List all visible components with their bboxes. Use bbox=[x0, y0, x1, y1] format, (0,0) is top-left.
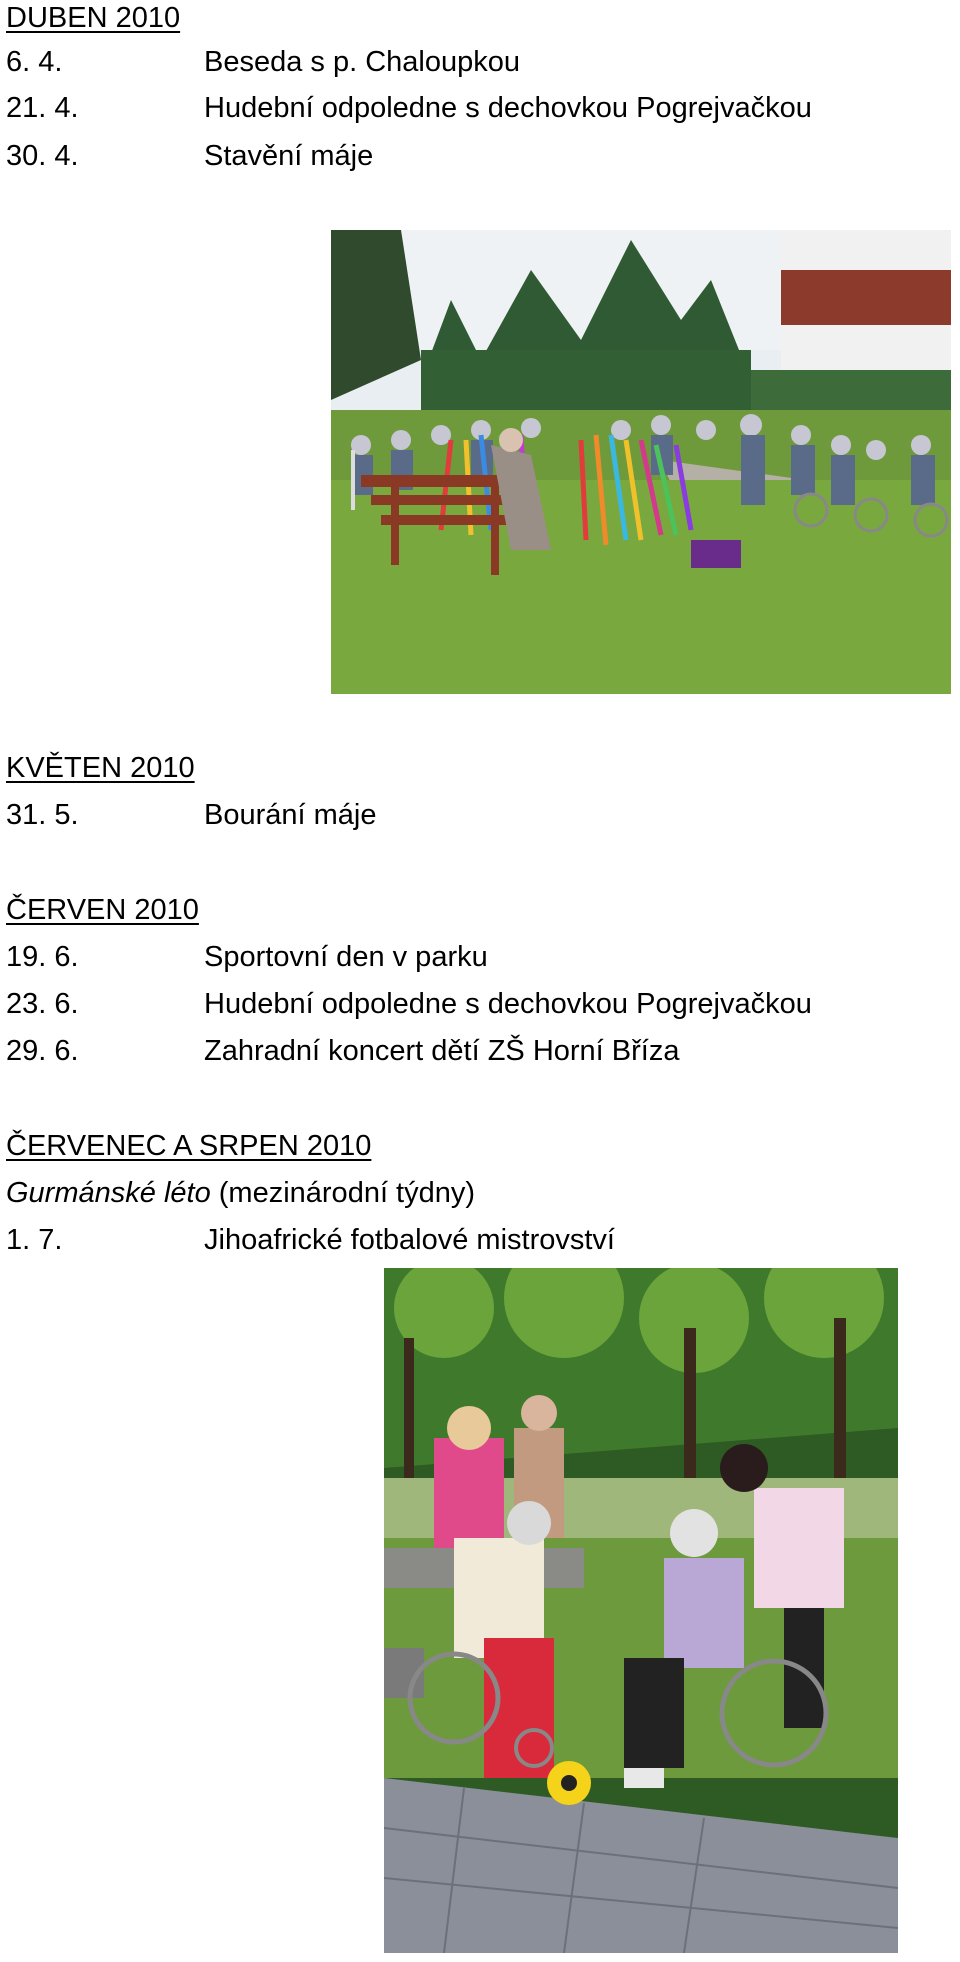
event-row bbox=[6, 1033, 679, 1069]
event-title: Beseda s p. Chaloupkou bbox=[204, 46, 520, 78]
event-title: Sportovní den v parku bbox=[204, 941, 488, 973]
event-date: 31. 5. bbox=[6, 799, 79, 831]
section-heading-duben: DUBEN 2010 bbox=[6, 2, 181, 34]
event-row bbox=[6, 939, 488, 975]
section-heading-cervenec-srpen: ČERVENEC A SRPEN 2010 bbox=[6, 1130, 372, 1162]
theme-title: Gurmánské léto bbox=[6, 1177, 211, 1209]
event-title: Hudební odpoledne s dechovkou Pogrejvačkou bbox=[204, 988, 812, 1020]
event-date: 23. 6. bbox=[6, 988, 79, 1020]
event-date: 29. 6. bbox=[6, 1035, 79, 1067]
event-date: 30. 4. bbox=[6, 140, 79, 172]
section-heading-kveten: KVĚTEN 2010 bbox=[6, 752, 195, 784]
event-title: Bourání máje bbox=[204, 799, 377, 831]
football-wheelchair-photo bbox=[384, 1268, 898, 1953]
event-row bbox=[6, 44, 520, 80]
event-row bbox=[6, 90, 812, 126]
maypole-garden-photo bbox=[331, 230, 951, 694]
event-date: 21. 4. bbox=[6, 92, 79, 124]
event-title: Hudební odpoledne s dechovkou Pogrejvačkou bbox=[204, 92, 812, 124]
theme-line bbox=[6, 1175, 475, 1211]
event-title: Zahradní koncert dětí ZŠ Horní Bříza bbox=[204, 1035, 680, 1067]
event-title: Stavění máje bbox=[204, 140, 374, 172]
event-date: 19. 6. bbox=[6, 941, 79, 973]
event-date: 1. 7. bbox=[6, 1224, 63, 1256]
event-row bbox=[6, 986, 812, 1022]
section-heading-cerven: ČERVEN 2010 bbox=[6, 894, 199, 926]
theme-subtitle: (mezinárodní týdny) bbox=[210, 1177, 476, 1209]
event-date: 6. 4. bbox=[6, 46, 63, 78]
event-row bbox=[6, 1222, 615, 1258]
event-row bbox=[6, 138, 373, 174]
event-title: Jihoafrické fotbalové mistrovství bbox=[204, 1224, 615, 1256]
event-row bbox=[6, 797, 377, 833]
